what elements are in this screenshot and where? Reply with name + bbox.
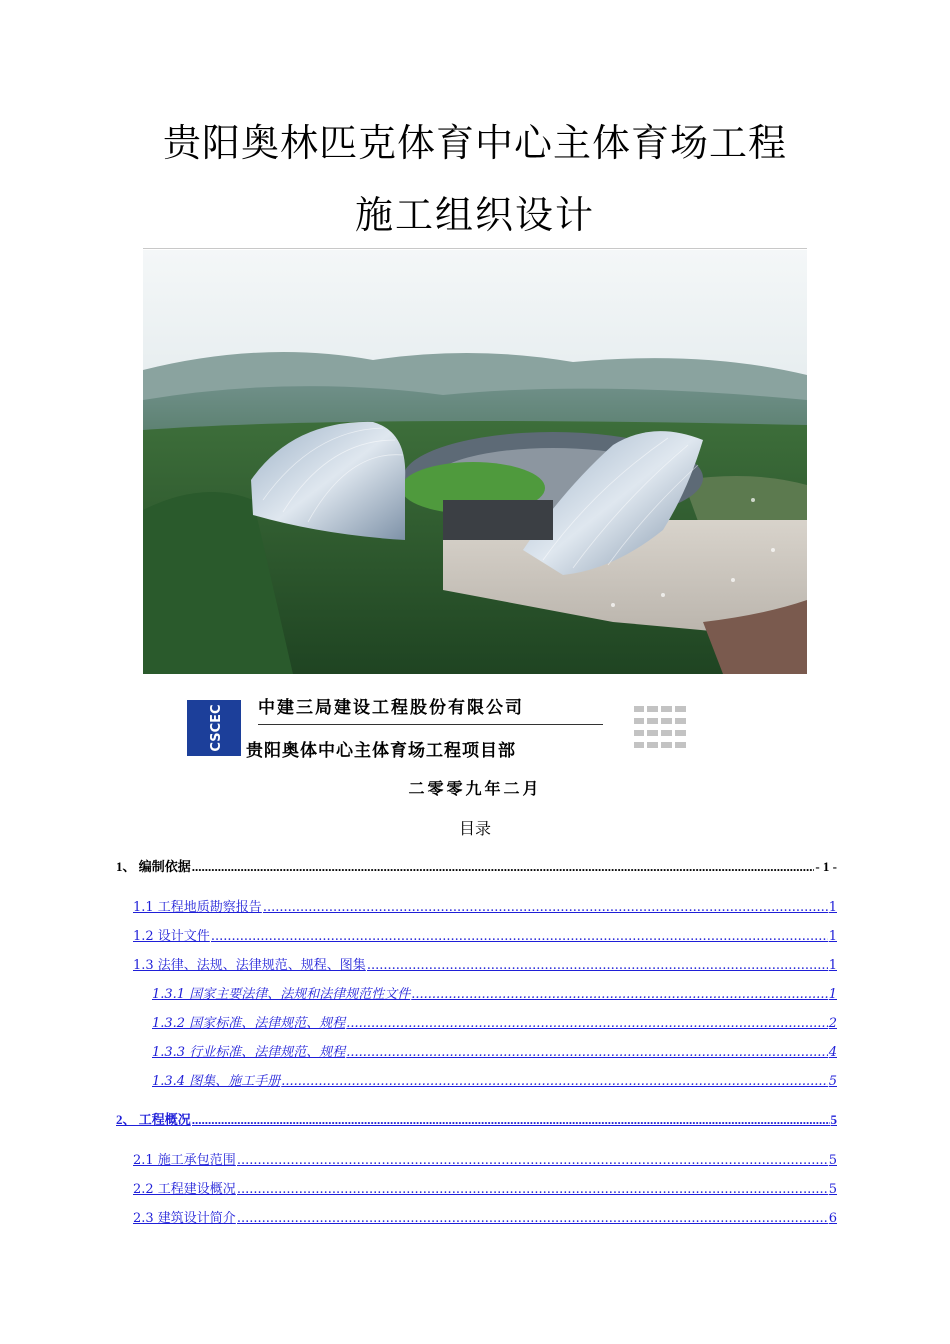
toc-entry-label: 1.1 工程地质勘察报告 [133,900,262,915]
toc-heading: 目录 [458,819,491,838]
toc-entry-label: 2.3 建筑设计简介 [133,1211,236,1226]
company-divider [258,724,603,725]
toc-entry-label: 1.2 设计文件 [133,929,210,944]
toc-entry-page: 2 [828,1016,837,1031]
toc-leader [192,1112,830,1128]
toc-leader [346,1045,828,1060]
toc-entry-page: 1 [828,900,837,915]
toc-entry[interactable] [152,983,837,1002]
toc-leader [346,1016,828,1031]
toc-entry-page: 5 [830,1112,837,1127]
toc-leader [237,1182,828,1197]
toc-entry-page: 1 [828,929,837,944]
toc-leader [192,859,815,875]
company-name: 中建三局建设工程股份有限公司 [258,698,524,718]
toc-leader [411,987,828,1002]
toc-entry-label: 2.2 工程建设概况 [133,1182,236,1197]
toc-entry[interactable] [152,1012,837,1031]
divider [143,248,807,249]
toc-entry[interactable] [116,1109,837,1128]
toc-entry-label: 1.3 法律、法规、法律规范、规程、图集 [133,958,366,973]
toc-entry-label: 2.1 施工承包范围 [133,1153,236,1168]
toc-entry-label: 1.3.1 国家主要法律、法规和法律规范性文件 [152,987,411,1002]
toc-entry[interactable] [133,1207,837,1226]
toc-entry-page: 4 [828,1045,837,1060]
toc-entry[interactable] [152,1070,837,1089]
toc-entry-page: 1 [828,987,837,1002]
toc-entry[interactable] [152,1041,837,1060]
toc-entry-page: 5 [828,1074,837,1089]
stadium-rendering-image [143,250,807,674]
toc-entry-page: 5 [828,1153,837,1168]
company-logo [187,700,241,756]
toc-leader [237,1153,828,1168]
toc-entry[interactable] [116,856,837,875]
toc-entry[interactable] [133,925,837,944]
toc-entry[interactable] [133,1149,837,1168]
toc-leader [263,900,828,915]
toc-entry-label: 1.3.4 图集、施工手册 [152,1074,281,1089]
toc-entry-label: 1、 编制依据 [116,859,191,874]
toc-entry-label: 1.3.3 行业标准、法律规范、规程 [152,1045,346,1060]
toc-entry-page: 1 [828,958,837,973]
toc-entry-label: 2、 工程概况 [116,1112,191,1127]
project-department: 贵阳奥体中心主体育场工程项目部 [246,741,516,761]
secondary-logo [630,702,690,766]
toc-leader [367,958,828,973]
document-title: 贵阳奥林匹克体育中心主体育场工程 [162,121,787,165]
toc-entry-page: 5 [828,1182,837,1197]
toc-leader [281,1074,828,1089]
toc-leader [211,929,828,944]
document-subtitle: 施工组织设计 [354,193,595,237]
logo-text: CSCEC [209,704,224,752]
toc-entry-page: - 1 - [815,859,837,874]
toc-entry[interactable] [133,896,837,915]
toc-leader [237,1211,828,1226]
toc-entry-page: 6 [828,1211,837,1226]
toc-entry[interactable] [133,1178,837,1197]
issue-date: 二零零九年二月 [408,779,542,798]
toc-entry[interactable] [133,954,837,973]
toc-entry-label: 1.3.2 国家标准、法律规范、规程 [152,1016,346,1031]
